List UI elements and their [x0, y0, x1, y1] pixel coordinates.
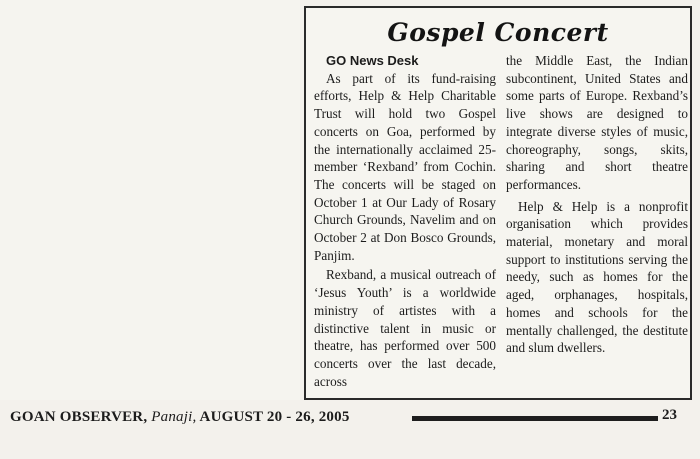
page-margin	[0, 0, 300, 400]
page-number: 23	[662, 407, 677, 423]
footer-rule	[412, 416, 658, 421]
paragraph: As part of its fund-raising efforts, Help & Help Charitable Trust will hold two Gospel concerts on Goa, performed by the internationally acclaimed 25-member ‘Rexband’ from Cochin. The concerts will be staged on October 1 at Our Lady of Rosary Church Grounds, Navelim and on October 2 at Don Bosco Grounds, Panjim.	[314, 70, 496, 263]
article-title: Gospel Concert	[387, 18, 609, 47]
article-column-right	[506, 52, 688, 357]
byline: GO News Desk	[326, 53, 419, 68]
paragraph: Rexband, a musical outreach of ‘Jesus Youth’ is a worldwide ministry of artistes with a distinctive talent in music or theatre, has performed over 500 concerts over the last decade, across	[314, 267, 496, 389]
article-column-left	[314, 52, 496, 390]
publication-place: Panaji,	[151, 409, 197, 425]
article-box	[304, 6, 692, 400]
page-footer	[0, 400, 700, 459]
publication-line	[10, 409, 350, 426]
publication-name: GOAN OBSERVER,	[10, 409, 148, 425]
publication-date: AUGUST 20 - 26, 2005	[199, 409, 350, 425]
paragraph: Help & Help is a nonprofit organisation which provides material, monetary and moral support to institutions serving the needy, such as homes for the aged, orphanages, hospitals, homes and schools for the mentally challenged, the destitute and slum dwellers.	[506, 198, 688, 356]
paragraph: the Middle East, the Indian subcontinent, United States and some parts of Europe. Rexband’s live shows are designed to integrate diverse styles of music, choreography, songs, skits, sharing and short theatre performances.	[506, 53, 688, 192]
